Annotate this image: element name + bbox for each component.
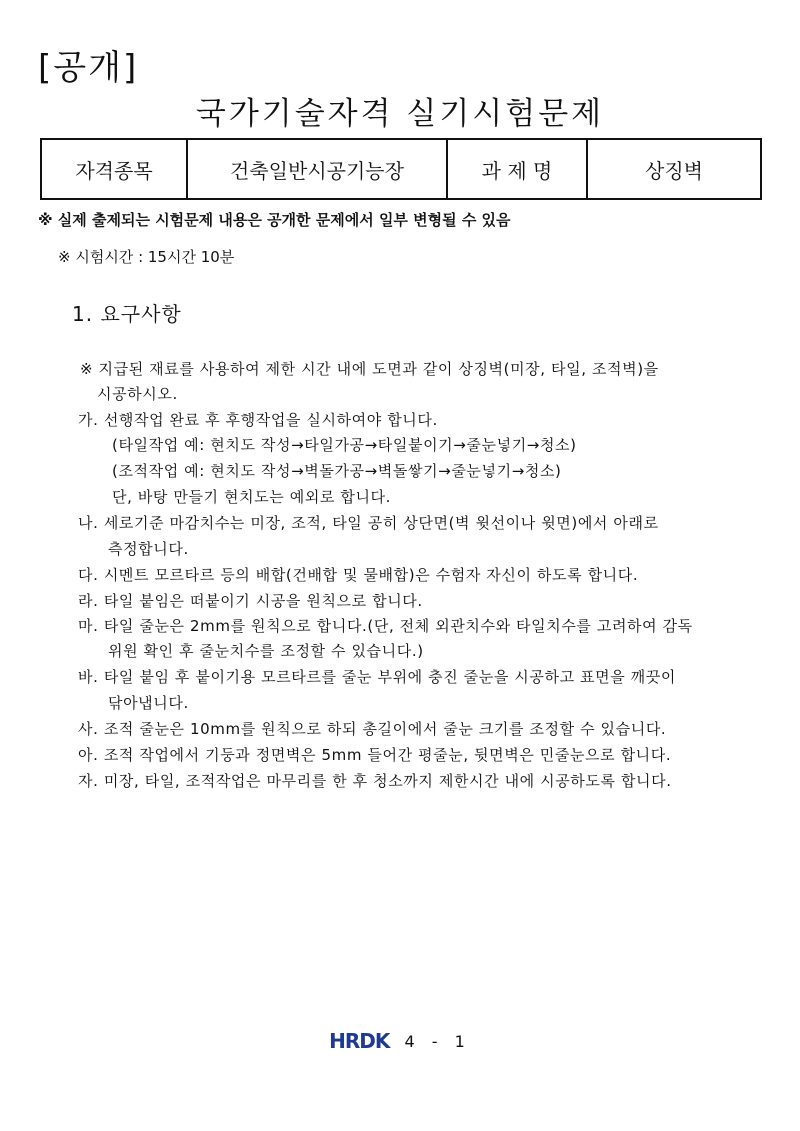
requirement-line: 가. 선행작업 완료 후 후행작업을 실시하여야 합니다. (78, 411, 438, 429)
page-title: 국가기술자격 실기시험문제 (195, 96, 605, 132)
requirement-line: 위원 확인 후 줄눈치수를 조정할 수 있습니다.) (108, 642, 424, 660)
page-footer (0, 1029, 800, 1053)
requirement-line: 아. 조적 작업에서 기둥과 정면벽은 5mm 들어간 평줄눈, 뒷면벽은 민줄눈으로 합니다. (78, 746, 672, 764)
requirement-line: (타일작업 예: 현치도 작성→타일가공→타일붙이기→줄눈넣기→청소) (112, 436, 577, 454)
requirement-line: 단, 바탕 만들기 현치도는 예외로 합니다. (112, 488, 392, 506)
hrdk-logo: HRDK (329, 1029, 390, 1053)
requirement-line: (조적작업 예: 현치도 작성→벽돌가공→벽돌쌓기→줄눈넣기→청소) (112, 462, 562, 480)
requirement-line: 다. 시멘트 모르타르 등의 배합(건배합 및 물배합)은 수험자 자신이 하도록 합니다. (78, 566, 639, 584)
public-tag: [공개] (38, 48, 139, 88)
qualification-label: 자격종목 (41, 139, 187, 199)
requirement-line: 자. 미장, 타일, 조적작업은 마무리를 한 후 청소까지 제한시간 내에 시공하도록 합니다. (78, 772, 672, 790)
exam-info-table (40, 138, 762, 200)
page-number: 4 - 1 (404, 1031, 471, 1051)
qualification-value: 건축일반시공기능장 (187, 139, 447, 199)
requirement-line: 측정합니다. (108, 540, 189, 558)
requirement-line: 나. 세로기준 마감치수는 미장, 조적, 타일 공히 상단면(벽 윗선이나 윗면)에서 아래로 (78, 514, 659, 532)
requirement-line: 닦아냅니다. (108, 694, 189, 712)
requirement-line: 시공하시오. (97, 385, 178, 403)
requirement-line: 바. 타일 붙임 후 붙이기용 모르타르를 줄눈 부위에 충진 줄눈을 시공하고 표면을 깨끗이 (78, 668, 676, 686)
notice-text: ※ 실제 출제되는 시험문제 내용은 공개한 문제에서 일부 변형될 수 있음 (38, 211, 511, 229)
section-title: 1. 요구사항 (72, 302, 182, 326)
task-name-label: 과 제 명 (447, 139, 587, 199)
exam-time: ※ 시험시간 : 15시간 10분 (58, 248, 235, 266)
task-name-value: 상징벽 (587, 139, 761, 199)
requirement-line: ※ 지급된 재료를 사용하여 제한 시간 내에 도면과 같이 상징벽(미장, 타일, 조적벽)을 (80, 360, 659, 378)
requirement-line: 라. 타일 붙임은 떠붙이기 시공을 원칙으로 합니다. (78, 592, 423, 610)
requirement-line: 사. 조적 줄눈은 10mm를 원칙으로 하되 총길이에서 줄눈 크기를 조정할 수 있습니다. (78, 720, 667, 738)
requirement-line: 마. 타일 줄눈은 2mm를 원칙으로 합니다.(단, 전체 외관치수와 타일치수를 고려하여 감독 (78, 617, 693, 635)
